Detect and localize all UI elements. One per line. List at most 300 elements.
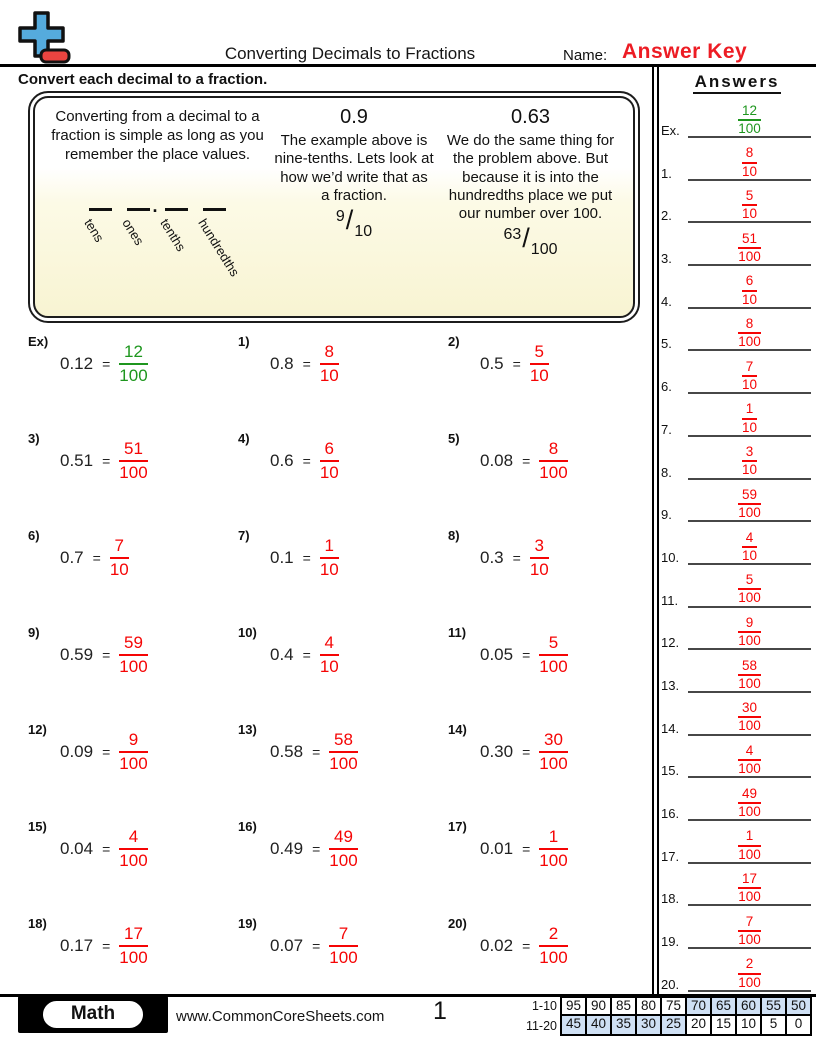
problem-number: 5): [448, 431, 460, 446]
fraction-denominator: 100: [738, 505, 761, 521]
fraction-denominator: 100: [738, 889, 761, 905]
score-row-label: 1-10: [531, 999, 557, 1013]
answer-row: [661, 653, 811, 693]
fraction-numerator: 7: [110, 537, 129, 559]
fraction-numerator: 3: [742, 445, 758, 462]
answers-panel: [661, 72, 813, 994]
answer-number: 12.: [661, 635, 680, 651]
answer-fraction: [320, 343, 339, 385]
fraction-numerator: 58: [738, 659, 761, 676]
answer-number: 15.: [661, 763, 680, 779]
problem-number: 4): [238, 431, 250, 446]
problem-item: [442, 332, 652, 396]
problem-item: [22, 623, 232, 687]
problem-decimal: 0.1: [270, 548, 294, 567]
fraction-numerator: 8: [320, 343, 339, 365]
problems-grid: [22, 332, 652, 1011]
equals-sign: =: [302, 647, 311, 663]
answer-fraction: [738, 957, 761, 989]
answer-blank-line: [688, 872, 811, 906]
answer-fraction: [119, 343, 147, 385]
answer-fraction: [119, 440, 147, 482]
answer-number: 9.: [661, 507, 672, 523]
problem-decimal: 0.17: [60, 936, 94, 955]
answer-number: 8.: [661, 464, 672, 480]
answer-blank-line: [688, 915, 811, 949]
problem-number: 9): [28, 625, 40, 640]
problem-decimal: 0.59: [60, 645, 94, 664]
answer-number: 16.: [661, 806, 680, 821]
problem-item: [22, 914, 232, 978]
problem-decimal: 0.30: [480, 742, 514, 761]
answer-fraction: [742, 531, 758, 563]
answer-number: 10.: [661, 549, 680, 565]
problem-decimal: 0.3: [480, 548, 504, 567]
problem-decimal: 0.6: [270, 451, 294, 470]
answers-panel-title: [661, 72, 813, 92]
answer-row: [661, 952, 811, 992]
fraction-numerator: 1: [738, 829, 761, 846]
fraction-numerator: 17: [738, 872, 761, 889]
info-text-2: The example above is nine-tenths. Lets look at how we’d write that as a fraction.: [274, 132, 434, 204]
example-decimal-heading: 0.63: [511, 106, 550, 128]
answer-blank-line: [688, 232, 811, 266]
problem-number: 14): [448, 722, 467, 737]
answer-row: [661, 226, 811, 266]
score-cell: 75: [660, 996, 687, 1016]
fraction-denominator: 100: [738, 590, 761, 606]
fraction-numerator: 5: [530, 343, 549, 365]
answer-fraction: [738, 317, 761, 349]
answer-fraction: [738, 488, 761, 520]
answer-fraction: [742, 274, 758, 306]
fraction-denominator: 100: [738, 633, 761, 649]
problem-number: 12): [28, 722, 47, 737]
answer-row: [661, 525, 811, 565]
problem-decimal: 0.07: [270, 936, 304, 955]
place-value-label: hundredths: [195, 216, 243, 280]
problem-item: [232, 720, 442, 784]
equals-sign: =: [512, 550, 521, 566]
subject-badge: [18, 996, 168, 1033]
equals-sign: =: [522, 841, 531, 857]
answers-panel-divider: [652, 67, 659, 995]
problem-number: 7): [238, 528, 250, 543]
problem-number: Ex): [28, 334, 49, 349]
answer-fraction: [539, 440, 567, 482]
fraction-numerator: 4: [320, 634, 339, 656]
fraction-numerator: 2: [539, 925, 567, 947]
blank-line: [203, 208, 226, 211]
problem-decimal: 0.04: [60, 839, 94, 858]
answer-row: [661, 183, 811, 223]
answer-fraction: [738, 104, 761, 136]
score-cell: 35: [610, 1014, 637, 1036]
answer-blank-line: [688, 957, 811, 991]
fraction-denominator: 100: [119, 851, 148, 870]
answer-number: 2.: [661, 208, 672, 224]
slash-fraction: [440, 223, 621, 259]
fraction-numerator: 1: [742, 402, 758, 419]
fraction-numerator: 5: [539, 634, 567, 656]
answer-fraction: [738, 701, 761, 733]
fraction-denominator: 10: [529, 560, 549, 579]
fraction-numerator: 9: [119, 731, 147, 753]
equals-sign: =: [522, 647, 531, 663]
answer-number: 17.: [661, 848, 680, 864]
problem-number: 11): [448, 625, 467, 640]
answer-blank-line: [688, 787, 811, 821]
fraction-denominator: 100: [738, 120, 761, 136]
fraction-numerator: 5: [742, 189, 758, 206]
problem-number: 16): [238, 819, 257, 834]
answer-number: 7.: [661, 421, 672, 437]
fraction-numerator: 9: [738, 616, 761, 633]
equals-sign: =: [312, 841, 321, 857]
info-column-hundredths-example: [438, 106, 623, 310]
fraction-numerator: 6: [742, 274, 758, 291]
equals-sign: =: [522, 453, 531, 469]
fraction-numerator: 8: [738, 317, 761, 334]
answer-blank-line: [688, 360, 811, 394]
fraction-denominator: 100: [329, 948, 358, 967]
fraction-numerator: 30: [738, 701, 761, 718]
fraction-denominator: 100: [738, 803, 761, 819]
fraction-denominator: 10: [319, 366, 339, 385]
problem-decimal: 0.7: [60, 548, 84, 567]
fraction-numerator: 30: [539, 731, 567, 753]
score-cell: 40: [585, 1014, 612, 1036]
answer-fraction: [320, 634, 339, 676]
answer-fraction: [742, 189, 758, 221]
fraction-denominator: 10: [529, 366, 549, 385]
answer-blank-line: [688, 573, 811, 607]
slash-fraction: [274, 205, 434, 241]
answer-number: 18.: [661, 891, 680, 907]
answer-blank-line: [688, 829, 811, 863]
problem-decimal: 0.58: [270, 742, 304, 761]
fraction-numerator: 4: [119, 828, 147, 850]
equals-sign: =: [302, 356, 311, 372]
problem-item: [232, 914, 442, 978]
example-decimal-heading: 0.9: [340, 106, 368, 128]
problem-decimal: 0.02: [480, 936, 514, 955]
problem-item: [442, 720, 652, 784]
fraction-denominator: 100: [539, 754, 568, 773]
fraction-numerator: 8: [742, 146, 758, 163]
answer-row: [661, 269, 811, 309]
score-row-2: [520, 1016, 812, 1036]
problem-item: [442, 914, 652, 978]
fraction-numerator: 7: [738, 915, 761, 932]
fraction-denominator: 10: [319, 657, 339, 676]
fraction-denominator: 10: [741, 376, 757, 392]
fraction-numerator: 1: [539, 828, 567, 850]
fraction-numerator: 59: [738, 488, 761, 505]
fraction-numerator: 17: [119, 925, 147, 947]
page-number: 1: [433, 997, 447, 1025]
problem-item: [232, 623, 442, 687]
answer-row: [661, 696, 811, 736]
equals-sign: =: [102, 841, 111, 857]
place-value-label: ones: [119, 216, 147, 249]
fraction-numerator: 59: [119, 634, 147, 656]
problem-decimal: 0.49: [270, 839, 304, 858]
fraction-numerator: 12: [119, 343, 147, 365]
fraction-numerator: 9: [335, 208, 345, 226]
problem-decimal: 0.08: [480, 451, 514, 470]
equals-sign: =: [522, 938, 531, 954]
fraction-denominator: 100: [738, 718, 761, 734]
score-cell: 80: [635, 996, 662, 1016]
answer-blank-line: [688, 402, 811, 436]
answer-fraction: [320, 537, 339, 579]
score-cell: 0: [785, 1014, 812, 1036]
instruction-line: Convert each decimal to a fraction.: [18, 71, 268, 88]
answer-number: 5.: [661, 336, 672, 352]
problem-number: 20): [448, 916, 467, 931]
fraction-denominator: 100: [539, 463, 568, 482]
fraction-denominator: 10: [741, 206, 757, 222]
fraction-denominator: 100: [119, 366, 148, 385]
problem-item: [442, 817, 652, 881]
problem-item: [22, 332, 232, 396]
answer-blank-line: [688, 701, 811, 735]
answer-blank-line: [688, 274, 811, 308]
info-column-tenths-example: [270, 106, 438, 310]
answer-number: 19.: [661, 934, 680, 950]
answer-fraction: [738, 616, 761, 648]
plus-minus-logo-icon: [14, 10, 72, 66]
fraction-numerator: 49: [329, 828, 357, 850]
info-text-3: We do the same thing for the problem above. But because it is into the hundredths place we put our number over 100.: [446, 132, 615, 223]
fraction-denominator: 10: [741, 163, 757, 179]
problem-decimal: 0.05: [480, 645, 514, 664]
answer-fraction: [119, 634, 147, 676]
problem-number: 6): [28, 528, 40, 543]
place-value-blank: [195, 208, 243, 280]
fraction-denominator: 10: [741, 462, 757, 478]
answer-fraction: [742, 360, 758, 392]
answer-fraction: [738, 915, 761, 947]
answer-number: 4.: [661, 293, 672, 309]
answer-row: [661, 568, 811, 608]
problem-decimal: 0.09: [60, 742, 94, 761]
equals-sign: =: [302, 550, 311, 566]
website-url: www.CommonCoreSheets.com: [176, 1008, 385, 1025]
answer-fraction: [742, 445, 758, 477]
score-cell: 95: [560, 996, 587, 1016]
fraction-denominator: 100: [119, 948, 148, 967]
fraction-denominator: 100: [119, 754, 148, 773]
fraction-denominator: 100: [738, 974, 761, 990]
answer-fraction: [119, 828, 147, 870]
answer-number: 14.: [661, 720, 680, 736]
fraction-denominator: 100: [539, 851, 568, 870]
equals-sign: =: [102, 453, 111, 469]
answer-number: 1.: [661, 165, 672, 181]
answer-fraction: [539, 731, 567, 773]
fraction-denominator: 10: [109, 560, 129, 579]
answer-fraction: [530, 343, 549, 385]
problem-decimal: 0.4: [270, 645, 294, 664]
answer-fraction: [738, 872, 761, 904]
answer-blank-line: [688, 659, 811, 693]
fraction-denominator: 100: [119, 657, 148, 676]
fraction-denominator: 100: [738, 248, 761, 264]
fraction-denominator: 10: [741, 547, 757, 563]
problem-item: [442, 526, 652, 590]
equals-sign: =: [92, 550, 101, 566]
answer-fraction: [119, 925, 147, 967]
score-row-label: 11-20: [525, 1019, 557, 1033]
fraction-numerator: 12: [738, 104, 761, 121]
answers-list: [661, 98, 811, 992]
answer-fraction: [119, 731, 147, 773]
fraction-denominator: 100: [738, 675, 761, 691]
fraction-denominator: 100: [738, 846, 761, 862]
answer-row: [661, 866, 811, 906]
fraction-numerator: 7: [742, 360, 758, 377]
fraction-denominator: 100: [738, 931, 761, 947]
info-text-1: Converting from a decimal to a fraction is simple as long as you remember the place values.: [51, 108, 264, 163]
problem-number: 17): [448, 819, 467, 834]
score-cell: 45: [560, 1014, 587, 1036]
answer-fraction: [539, 925, 567, 967]
answer-number: 20.: [661, 976, 680, 992]
score-row-1: [520, 996, 812, 1016]
answer-row: [661, 781, 811, 821]
answer-row: [661, 909, 811, 949]
fraction-denominator: 10: [741, 419, 757, 435]
answer-fraction: [539, 828, 567, 870]
problem-item: [22, 526, 232, 590]
answer-fraction: [738, 829, 761, 861]
score-cell: 10: [735, 1014, 762, 1036]
score-cell: 5: [760, 1014, 787, 1036]
answer-fraction: [742, 402, 758, 434]
fraction-numerator: 4: [738, 744, 761, 761]
fraction-denominator: 100: [530, 241, 558, 259]
fraction-numerator: 7: [329, 925, 357, 947]
answer-fraction: [738, 787, 761, 819]
fraction-numerator: 51: [738, 232, 761, 249]
fraction-numerator: 49: [738, 787, 761, 804]
problem-decimal: 0.51: [60, 451, 94, 470]
fraction-numerator: 63: [503, 226, 522, 244]
answer-blank-line: [688, 744, 811, 778]
equals-sign: =: [522, 744, 531, 760]
equals-sign: =: [512, 356, 521, 372]
problem-number: 1): [238, 334, 250, 349]
answer-blank-line: [688, 616, 811, 650]
problem-item: [442, 429, 652, 493]
fraction-denominator: 100: [539, 657, 568, 676]
place-value-blank: [81, 208, 112, 246]
answer-blank-line: [688, 104, 811, 138]
score-cell: 90: [585, 996, 612, 1016]
answer-fraction: [738, 232, 761, 264]
answer-fraction: [738, 744, 761, 776]
answer-row: [661, 482, 811, 522]
answer-row: [661, 440, 811, 480]
answer-number: Ex.: [661, 123, 680, 138]
problem-number: 2): [448, 334, 460, 349]
score-table: [520, 996, 812, 1036]
answer-fraction: [110, 537, 129, 579]
info-column-place-values: [45, 106, 270, 310]
score-cell: 65: [710, 996, 737, 1016]
score-cell: 15: [710, 1014, 737, 1036]
score-cell: 30: [635, 1014, 662, 1036]
example-info-box-inner: [33, 96, 635, 318]
answer-number: 13.: [661, 677, 680, 693]
fraction-denominator: 10: [741, 291, 757, 307]
place-value-blanks: [45, 196, 270, 280]
blank-line: [127, 208, 150, 211]
fraction-denominator: 100: [738, 334, 761, 350]
fraction-numerator: 8: [539, 440, 567, 462]
answer-number: 11.: [661, 592, 679, 608]
answer-row: [661, 610, 811, 650]
fraction-denominator: 100: [329, 754, 358, 773]
answer-blank-line: [688, 488, 811, 522]
score-cell: 25: [660, 1014, 687, 1036]
answer-fraction: [738, 573, 761, 605]
problem-item: [232, 332, 442, 396]
problem-number: 15): [28, 819, 47, 834]
answer-blank-line: [688, 146, 811, 180]
fraction-denominator: 100: [119, 463, 148, 482]
answer-row: [661, 141, 811, 181]
fraction-denominator: 100: [539, 948, 568, 967]
problem-number: 8): [448, 528, 460, 543]
equals-sign: =: [102, 938, 111, 954]
problem-decimal: 0.01: [480, 839, 514, 858]
problem-item: [22, 429, 232, 493]
answers-title-text: Answers: [693, 72, 782, 94]
answer-number: 3.: [661, 251, 672, 267]
problem-decimal: 0.12: [60, 354, 94, 373]
answer-blank-line: [688, 445, 811, 479]
answer-fraction: [329, 925, 357, 967]
problem-item: [232, 817, 442, 881]
answer-row: [661, 354, 811, 394]
fraction-numerator: 5: [738, 573, 761, 590]
fraction-numerator: 2: [738, 957, 761, 974]
problem-number: 13): [238, 722, 257, 737]
equals-sign: =: [102, 647, 111, 663]
place-value-blank: [157, 208, 189, 255]
fraction-denominator: 10: [354, 223, 373, 241]
fraction-denominator: 10: [319, 560, 339, 579]
answer-row: [661, 824, 811, 864]
score-cell: 85: [610, 996, 637, 1016]
fraction-numerator: 4: [742, 531, 758, 548]
fraction-numerator: 1: [320, 537, 339, 559]
score-cell: 50: [785, 996, 812, 1016]
problem-item: [232, 429, 442, 493]
place-value-blank: [119, 208, 150, 249]
answer-fraction: [738, 659, 761, 691]
name-value-answer-key: Answer Key: [622, 40, 748, 63]
problem-item: [442, 623, 652, 687]
blank-line: [165, 208, 188, 211]
score-cell: 70: [685, 996, 712, 1016]
equals-sign: =: [102, 744, 111, 760]
fraction-denominator: 10: [319, 463, 339, 482]
answer-row: [661, 311, 811, 351]
